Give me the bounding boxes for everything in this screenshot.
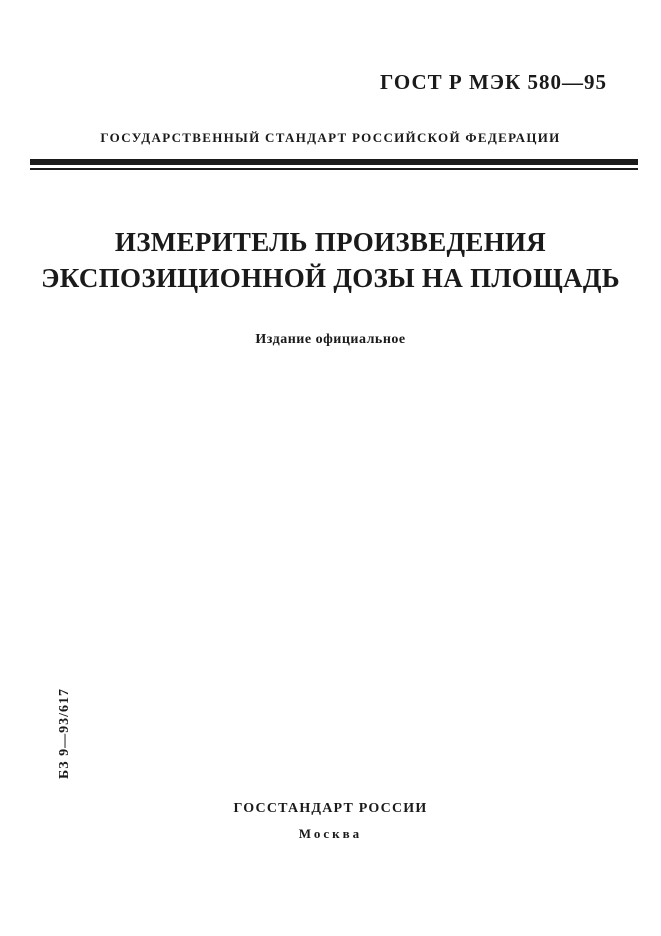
- document-title: [0, 224, 661, 296]
- title-line-1: ИЗМЕРИТЕЛЬ ПРОИЗВЕДЕНИЯ: [114, 227, 547, 257]
- edition-note: Издание официальное: [255, 332, 406, 347]
- divider-thin: [30, 168, 638, 170]
- side-catalog-code: БЗ 9—93/617: [57, 687, 72, 779]
- publisher-name: ГОССТАНДАРТ РОССИИ: [233, 801, 428, 816]
- divider-thick: [30, 159, 638, 165]
- standard-type-heading: ГОСУДАРСТВЕННЫЙ СТАНДАРТ РОССИЙСКОЙ ФЕДЕРАЦИИ: [100, 130, 561, 145]
- publisher-city: Москва: [298, 826, 363, 841]
- document-code: ГОСТ Р МЭК 580—95: [380, 70, 607, 94]
- title-line-2: ЭКСПОЗИЦИОННОЙ ДОЗЫ НА ПЛОЩАДЬ: [41, 263, 620, 293]
